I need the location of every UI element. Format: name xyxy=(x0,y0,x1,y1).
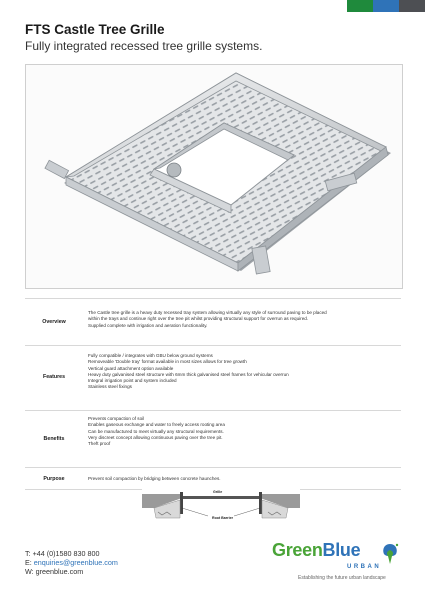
overview-content xyxy=(88,299,401,329)
color-bar-blue xyxy=(373,0,399,12)
features-line: Stainless steel fixings xyxy=(88,384,132,390)
cross-section-diagram xyxy=(142,486,300,526)
diagram-label-root-barrier: Root Barrier xyxy=(212,516,233,520)
features-line: Integral irrigation point and system included xyxy=(88,378,177,384)
contact-phone[interactable]: T: +44 (0)1580 830 800 xyxy=(25,549,100,558)
diagram-label-grille: Grille xyxy=(213,490,223,494)
features-line: Vertical guard attachment option available xyxy=(88,365,174,371)
features-row xyxy=(25,346,401,411)
tree-logo-icon xyxy=(380,542,400,565)
features-line: Removeable 'Double tray' format available in most sizes allows for tree growth xyxy=(88,359,247,365)
benefits-line: Can be manufactured to meet virtually any structural requirements. xyxy=(88,428,224,434)
page-title: FTS Castle Tree Grille xyxy=(25,22,165,37)
color-bar-grey xyxy=(399,0,425,12)
tree-grille-illustration xyxy=(26,65,402,288)
diagram-label-paving: Paving xyxy=(144,489,156,493)
brand-color-bars xyxy=(347,0,425,12)
logo-urban-text: URBAN xyxy=(347,564,382,570)
features-content xyxy=(88,346,401,391)
info-table xyxy=(25,298,401,490)
logo-tagline: Establishing the future urban landscape xyxy=(298,575,386,581)
benefits-line: Prevents compaction of soil xyxy=(88,416,145,421)
features-line: Heavy duty galvanised steel structure with 6mm thick galvanised steel frames for vehicular overrun xyxy=(88,371,289,377)
logo-wordmark xyxy=(272,540,360,561)
benefits-line: Enables gaseous exchange and water to freely access rooting area xyxy=(88,422,225,428)
greenblue-urban-logo xyxy=(272,540,404,586)
benefits-row xyxy=(25,411,401,468)
purpose-content xyxy=(88,468,401,482)
overview-line: Supplied complete with irrigation and aeration functionality. xyxy=(88,322,208,328)
features-label: Features xyxy=(42,374,66,380)
contact-website[interactable]: W: greenblue.com xyxy=(25,566,84,576)
benefits-line: Very discreet concept allowing continuous paving over the tree pit. xyxy=(88,434,223,440)
product-photo xyxy=(25,64,403,289)
benefits-line: Theft proof xyxy=(88,441,111,447)
logo-word-blue: Blue xyxy=(322,540,361,560)
contact-email-link[interactable]: enquiries@greenblue.com xyxy=(33,557,118,567)
page-subtitle: Fully integrated recessed tree grille systems. xyxy=(25,39,263,53)
overview-line: within the trays and continue right over the tree pit whilst providing structural support for overrun as required. xyxy=(88,316,309,322)
overview-row xyxy=(25,298,401,346)
overview-line: The Castle tree grille is a heavy duty recessed tray system allowing virtually any style of surround paving to be placed xyxy=(88,310,327,315)
benefits-content xyxy=(88,411,401,447)
contact-details xyxy=(25,550,118,576)
overview-label: Overview xyxy=(42,319,66,325)
contact-email-prefix: E: xyxy=(25,557,34,567)
features-line: Fully compatible / integrates with GBU below ground systems xyxy=(88,353,213,358)
logo-word-green: Green xyxy=(272,540,323,560)
purpose-line: Prevent soil compaction by bridging between concrete haunches. xyxy=(88,476,221,481)
color-bar-green xyxy=(347,0,373,12)
purpose-label: Purpose xyxy=(43,476,65,482)
benefits-label: Benefits xyxy=(43,436,65,442)
